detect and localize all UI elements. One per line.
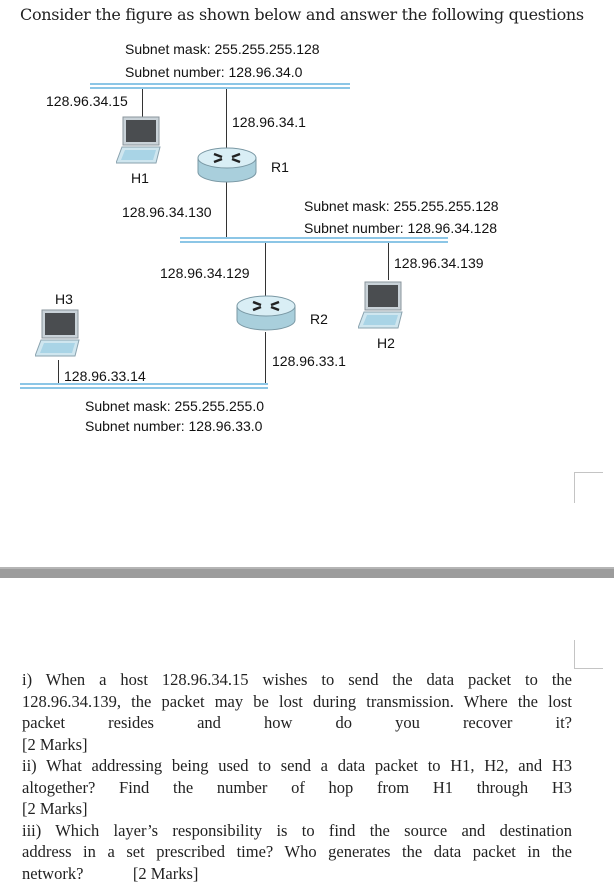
h3-label: H3 — [55, 291, 73, 307]
question-2-marks: [2 Marks] — [22, 798, 572, 820]
r1-router-icon — [196, 146, 258, 186]
page-corner-mark — [574, 640, 603, 669]
r1-label: R1 — [271, 159, 289, 175]
question-2-line: ii) What addressing being used to send a data packet to H1, H2, and H3 — [22, 755, 572, 777]
r1-link-bottom — [226, 182, 227, 237]
question-1-marks: [2 Marks] — [22, 734, 572, 756]
r2-router-icon — [235, 294, 297, 334]
subnet2-bus — [180, 237, 448, 243]
page-separator — [0, 567, 614, 578]
subnet2-mask: Subnet mask: 255.255.255.128 — [304, 198, 499, 214]
r2-label: R2 — [310, 311, 328, 327]
question-1-line: i) When a host 128.96.34.15 wishes to send the data packet to the — [22, 669, 572, 691]
page-corner-mark — [574, 472, 603, 503]
h2-label: H2 — [377, 335, 395, 351]
r2-link-bottom — [265, 332, 266, 383]
question-1-line: packet resides and how do you recover it? — [22, 712, 572, 734]
h1-label: H1 — [131, 170, 149, 186]
subnet1-bus — [90, 83, 350, 89]
question-heading: Consider the figure as shown below and answer the following questions — [20, 5, 584, 24]
h1-link — [142, 89, 143, 117]
h3-laptop-icon — [35, 308, 87, 360]
h2-link — [388, 243, 389, 280]
subnet3-mask: Subnet mask: 255.255.255.0 — [85, 398, 264, 414]
r2-link-top — [265, 243, 266, 298]
r2-ip-top: 128.96.34.129 — [160, 265, 250, 281]
r2-ip-bottom: 128.96.33.1 — [272, 353, 346, 369]
h1-laptop-icon — [116, 115, 168, 167]
r1-ip-top: 128.96.34.1 — [232, 114, 306, 130]
subnet3-number: Subnet number: 128.96.33.0 — [85, 418, 262, 434]
h3-ip: 128.96.33.14 — [64, 368, 146, 384]
h3-link — [58, 360, 59, 383]
h2-laptop-icon — [358, 280, 410, 332]
question-1-line: 128.96.34.139, the packet may be lost during transmission. Where the lost — [22, 691, 572, 713]
question-3-line: address in a set prescribed time? Who generates the data packet in the — [22, 841, 572, 863]
subnet1-mask: Subnet mask: 255.255.255.128 — [125, 41, 320, 57]
r1-ip-bottom: 128.96.34.130 — [122, 204, 212, 220]
subnet1-number: Subnet number: 128.96.34.0 — [125, 64, 302, 80]
subnet2-number: Subnet number: 128.96.34.128 — [304, 220, 497, 236]
network-diagram — [0, 0, 614, 440]
r1-link-top — [226, 89, 227, 149]
h2-ip: 128.96.34.139 — [394, 255, 484, 271]
question-2-line: altogether? Find the number of hop from H1 through H3 — [22, 777, 572, 799]
h1-ip: 128.96.34.15 — [46, 93, 128, 109]
question-3-line: iii) Which layer’s responsibility is to find the source and destination — [22, 820, 572, 842]
question-3-marks: network? [2 Marks] — [22, 863, 572, 884]
